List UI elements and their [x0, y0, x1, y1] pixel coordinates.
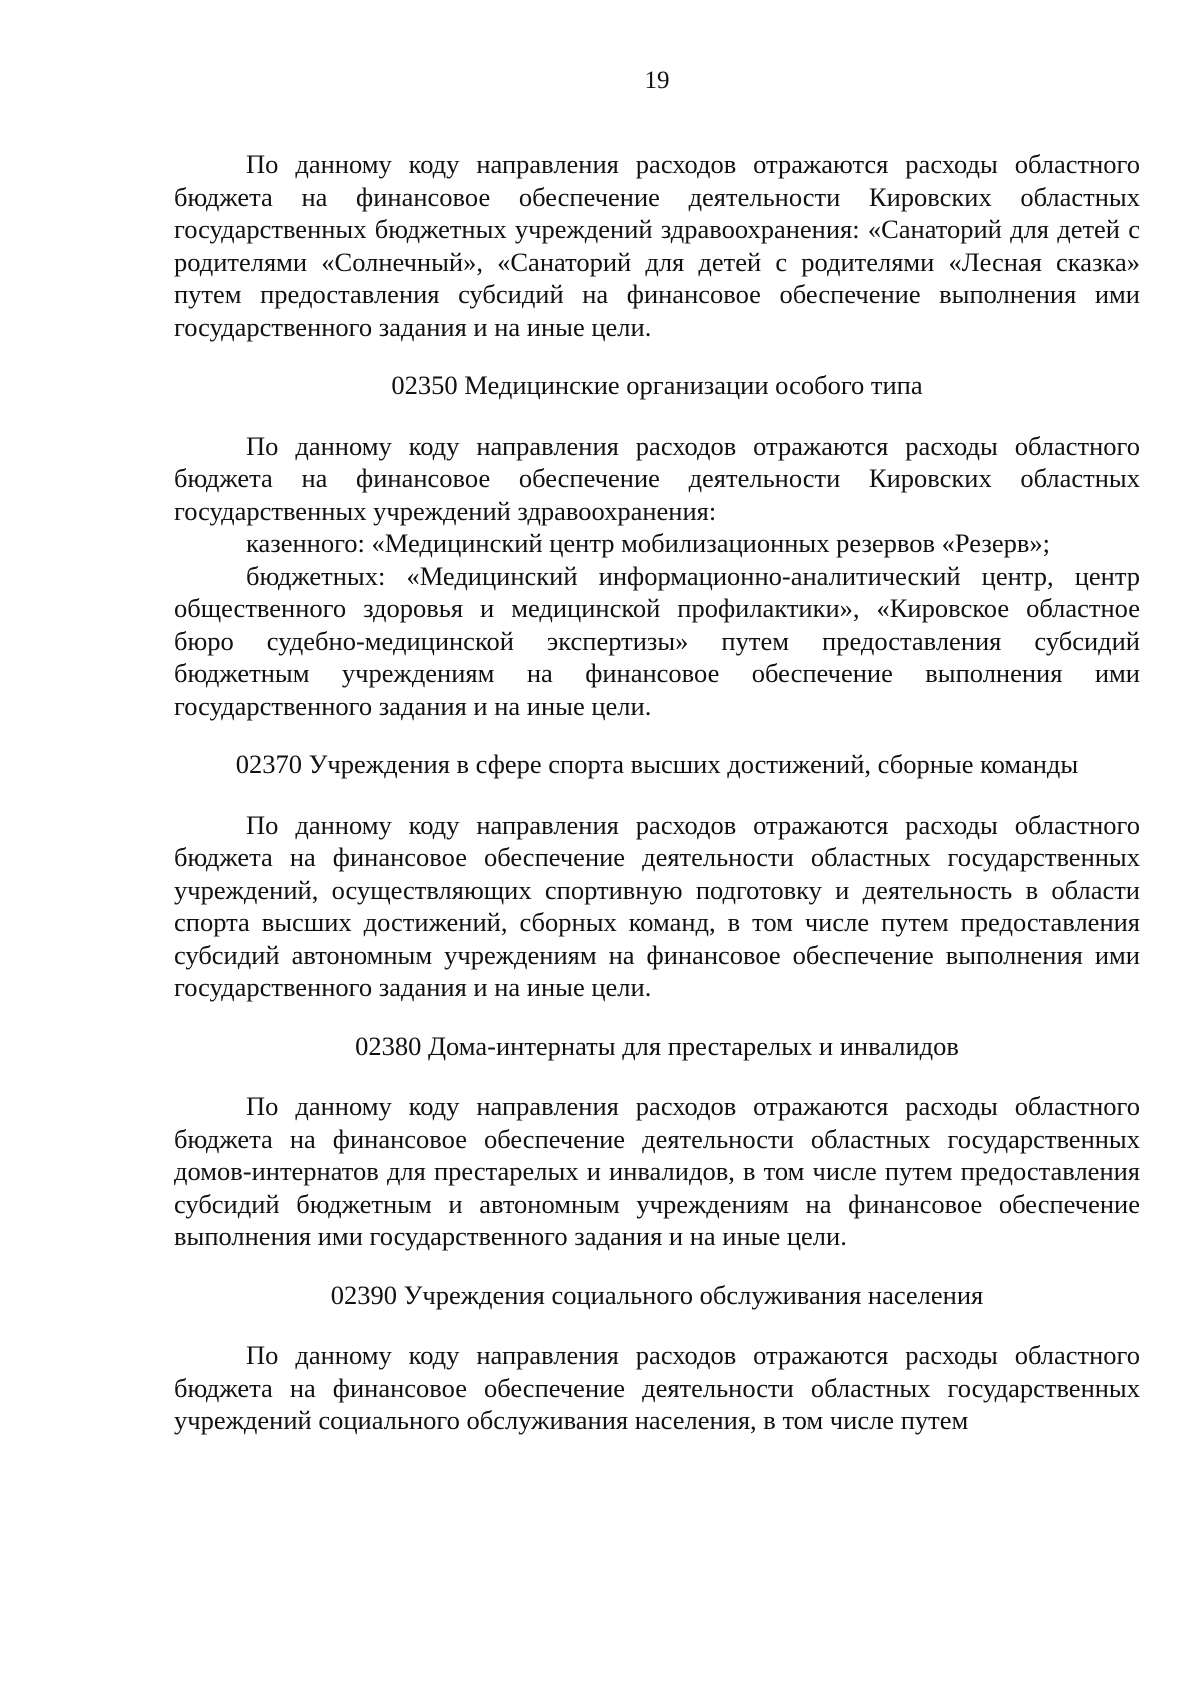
- paragraph: По данному коду направления расходов отражаются расходы областного бюджета на финансовое обеспечение деятельности областных государственных учреждений, осуществляющих спортивную подготовку и деятельность в области спорта высших достижений, сборных команд, в том числе путем предоставления субсидий автономным учреждениям на финансовое обеспечение выполнения ими государственного задания и на иные цели.: [174, 809, 1140, 1002]
- section-heading: 02370 Учреждения в сфере спорта высших достижений, сборные команды: [235, 749, 1079, 779]
- paragraph: По данному коду направления расходов отражаются расходы областного бюджета на финансовое обеспечение деятельности Кировских областных государственных учреждений здравоохранения:: [174, 430, 1140, 526]
- section-02350: [174, 369, 1140, 722]
- section-intro: [174, 148, 1140, 343]
- section-heading: 02380 Дома-интернаты для престарелых и инвалидов: [355, 1030, 959, 1061]
- section-heading: 02390 Учреждения социального обслуживания населения: [330, 1279, 984, 1310]
- section-02380: [174, 1030, 1140, 1253]
- section-02370: [174, 748, 1140, 1004]
- section-heading: 02350 Медицинские организации особого типа: [391, 370, 923, 400]
- paragraph: казенного: «Медицинский центр мобилизационных резервов «Резерв»;: [246, 528, 1050, 558]
- paragraph: По данному коду направления расходов отражаются расходы областного бюджета на финансовое обеспечение деятельности областных государственных учреждений социального обслуживания населения, в том числе путем: [174, 1340, 1140, 1435]
- page-number: 19: [644, 67, 670, 94]
- paragraph: бюджетных: «Медицинский информационно-аналитический центр, центр общественного здоровья и медицинской профилактики», «Кировское областное бюро судебно-медицинской экспертизы» путем предоставления субсидий бюджетным учреждениям на финансовое обеспечение выполнения ими государственного задания и на иные цели.: [174, 560, 1140, 721]
- section-02390: [174, 1279, 1140, 1437]
- paragraph: По данному коду направления расходов отражаются расходы областного бюджета на финансовое обеспечение деятельности Кировских областных государственных бюджетных учреждений здравоохранения: «Санаторий для детей с родителями «Солнечный», «Санаторий для детей с родителями «Лесная сказка» путем предоставления субсидий на финансовое обеспечение выполнения ими государственного задания и на иные цели.: [174, 149, 1140, 342]
- paragraph: По данному коду направления расходов отражаются расходы областного бюджета на финансовое обеспечение деятельности областных государственных домов-интернатов для престарелых и инвалидов, в том числе путем предоставления субсидий бюджетным и автономным учреждениям на финансовое обеспечение выполнения ими государственного задания и на иные цели.: [174, 1091, 1140, 1251]
